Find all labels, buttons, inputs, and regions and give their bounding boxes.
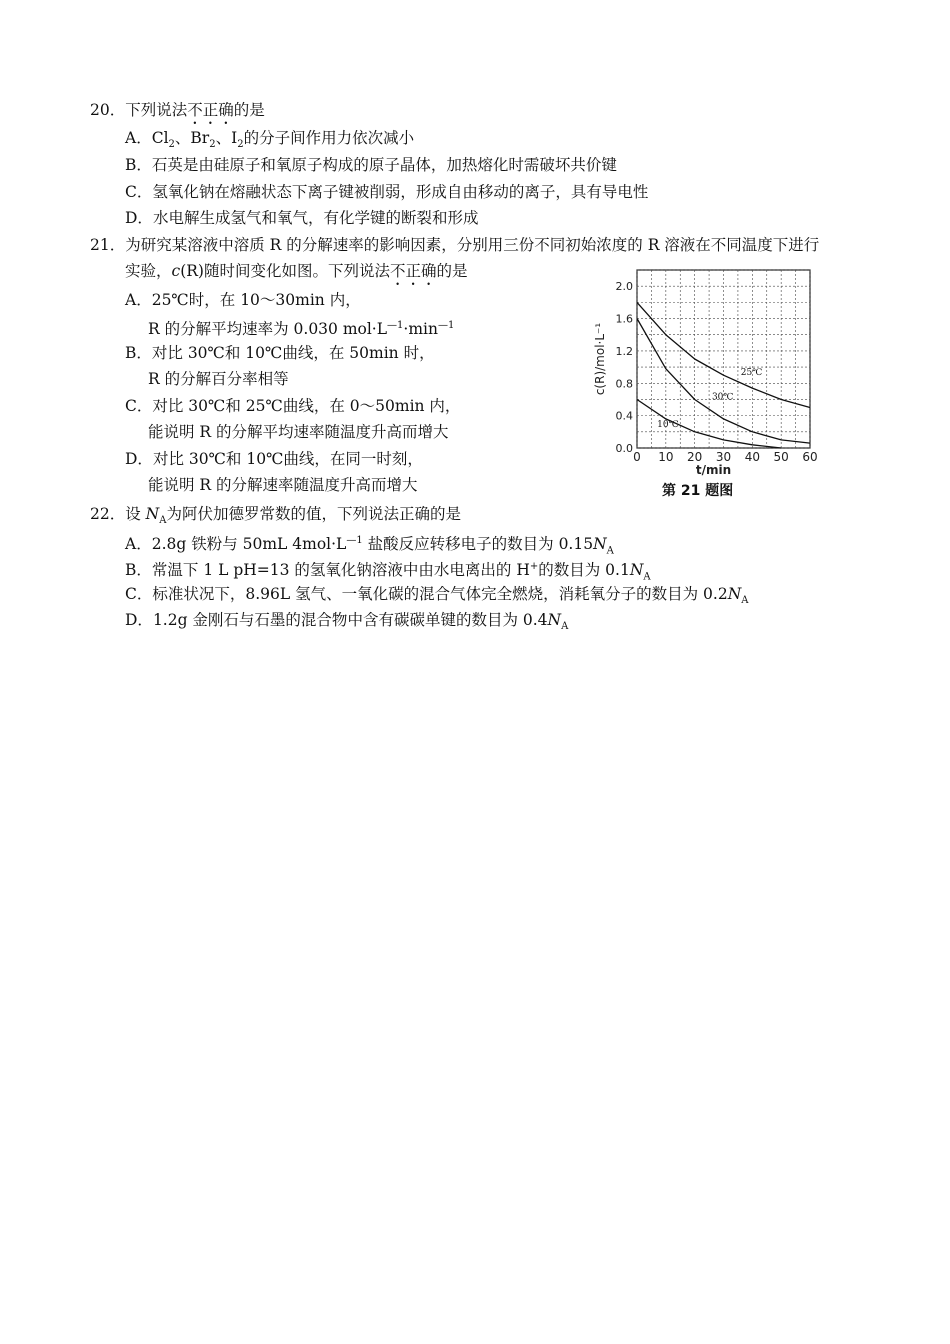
figure-caption: 第 21 题图 bbox=[662, 483, 734, 499]
q20-option-d bbox=[125, 205, 478, 231]
option-text: 对比 30℃和 10℃曲线，在同一时刻， bbox=[152, 450, 423, 468]
subscript: 2 bbox=[168, 139, 175, 151]
q22-option-d bbox=[125, 607, 568, 640]
q21-option-c-line2: 能说明 R 的分解平均速率随温度升高而增大 bbox=[148, 423, 449, 441]
stem-text: 实验， bbox=[125, 262, 172, 280]
option-label: D． bbox=[125, 450, 153, 468]
option-text: N bbox=[629, 561, 644, 580]
stem-text: 为研究某溶液中溶质 R 的分解速率的影响因素，分别用三份不同初始浓度的 R 溶液在不同温度下进行 bbox=[125, 236, 820, 254]
option-text: 对比 30℃和 25℃曲线，在 0～50min 内， bbox=[152, 397, 461, 415]
option-text: 25℃时，在 10～30min 内， bbox=[151, 291, 361, 309]
superscript: —1 bbox=[387, 320, 404, 331]
x-tick-label: 30 bbox=[715, 450, 732, 464]
question-number: 20． bbox=[90, 101, 126, 119]
option-text: R 的分解平均速率为 0.030 mol·L bbox=[148, 320, 388, 339]
option-text: 石英是由硅原子和氧原子构成的原子晶体，加热熔化时需破坏共价键 bbox=[151, 156, 617, 174]
option-label: B． bbox=[125, 344, 152, 362]
emphasized-text: 不正确 bbox=[389, 262, 437, 280]
option-label: A． bbox=[125, 535, 152, 554]
option-text: ·min bbox=[403, 320, 438, 339]
superscript: —1 bbox=[438, 320, 455, 331]
subscript: A bbox=[561, 621, 569, 633]
x-tick-label: 20 bbox=[687, 450, 703, 464]
y-tick-label: 1.2 bbox=[615, 344, 633, 358]
option-label: B． bbox=[125, 156, 152, 174]
subscript: A bbox=[606, 545, 614, 557]
option-text: 1.2g 金刚石与石墨的混合物中含有碳碳单键的数目为 0.4 bbox=[152, 611, 548, 629]
subscript: A bbox=[643, 571, 651, 583]
option-text: 水电解生成氢气和氧气，有化学键的断裂和形成 bbox=[152, 209, 479, 227]
subscript: A bbox=[159, 515, 167, 527]
option-label: C． bbox=[125, 397, 153, 415]
option-text: N bbox=[727, 585, 742, 603]
stem-text: N bbox=[145, 505, 160, 523]
option-text: 的分子间作用力依次减小 bbox=[243, 129, 415, 147]
question-number: 21． bbox=[90, 236, 126, 254]
option-text: Cl bbox=[151, 129, 169, 147]
series-label: 25℃ bbox=[740, 368, 763, 379]
y-tick-label: 0.0 bbox=[615, 442, 633, 455]
y-tick-label: 0.4 bbox=[615, 409, 633, 423]
x-tick-label: 0 bbox=[633, 450, 641, 464]
question-21-stem-line2 bbox=[125, 258, 468, 289]
option-text: 盐酸反应转移电子的数目为 0.15 bbox=[362, 535, 594, 554]
question-20-stem bbox=[90, 97, 265, 128]
y-tick-label: 2.0 bbox=[615, 280, 633, 294]
option-text: 的数目为 0.1 bbox=[538, 561, 630, 580]
x-tick-label: 10 bbox=[658, 450, 674, 464]
figure-21 bbox=[590, 262, 830, 502]
x-tick-label: 40 bbox=[744, 450, 760, 464]
question-21-stem bbox=[90, 232, 819, 258]
stem-text: c bbox=[171, 262, 181, 280]
stem-text: 的是 bbox=[233, 101, 265, 119]
q21-option-d bbox=[125, 446, 423, 472]
option-text: 、Br bbox=[174, 129, 210, 147]
y-tick-label: 0.8 bbox=[615, 377, 633, 391]
x-tick-label: 60 bbox=[802, 450, 818, 464]
q20-option-c bbox=[125, 179, 648, 205]
q21-option-a bbox=[125, 287, 361, 313]
option-text: N bbox=[593, 535, 607, 554]
option-label: A． bbox=[125, 291, 152, 309]
subscript: 2 bbox=[209, 139, 216, 151]
subscript: 2 bbox=[237, 139, 244, 151]
series-label: 30℃ bbox=[711, 392, 734, 403]
superscript: + bbox=[529, 561, 539, 572]
stem-text: 为阿伏加德罗常数的值，下列说法正确的是 bbox=[166, 505, 461, 523]
q21-option-d-line2: 能说明 R 的分解速率随温度升高而增大 bbox=[148, 476, 418, 494]
superscript: —1 bbox=[346, 535, 363, 546]
stem-text: (R)随时间变化如图。下列说法 bbox=[180, 262, 390, 280]
series-label: 10℃ bbox=[657, 419, 679, 430]
option-label: C． bbox=[125, 585, 153, 603]
q21-option-c bbox=[125, 393, 460, 419]
q21-option-b bbox=[125, 340, 435, 366]
option-text: N bbox=[547, 611, 562, 629]
y-tick-label: 1.6 bbox=[615, 312, 633, 326]
option-label: B． bbox=[125, 561, 152, 580]
y-axis-label: c(R)/mol·L⁻¹ bbox=[593, 322, 607, 396]
stem-text: 的是 bbox=[436, 262, 468, 280]
stem-text: 下列说法 bbox=[125, 101, 188, 119]
subscript: A bbox=[741, 595, 749, 607]
q21-option-a-line2 bbox=[148, 313, 454, 342]
chart-svg bbox=[590, 262, 830, 482]
x-axis-label: t/min bbox=[695, 463, 732, 477]
stem-text: 设 bbox=[125, 505, 146, 523]
option-label: D． bbox=[125, 611, 153, 629]
emphasized-text: 不正确 bbox=[187, 101, 234, 119]
q21-option-b-line2: R 的分解百分率相等 bbox=[148, 370, 289, 388]
question-number: 22． bbox=[90, 505, 126, 523]
option-text: 对比 30℃和 10℃曲线，在 50min 时， bbox=[151, 344, 435, 362]
option-text: 2.8g 铁粉与 50mL 4mol·L bbox=[151, 535, 347, 554]
option-label: D． bbox=[125, 209, 153, 227]
option-text: 常温下 1 L pH=13 的氢氧化钠溶液中由水电离出的 H bbox=[151, 561, 530, 580]
q20-option-b bbox=[125, 152, 617, 178]
option-text: 氢氧化钠在熔融状态下离子键被削弱，形成自由移动的离子，具有导电性 bbox=[152, 183, 649, 201]
option-label: A． bbox=[125, 129, 152, 147]
x-tick-label: 50 bbox=[773, 450, 789, 464]
option-label: C． bbox=[125, 183, 153, 201]
option-text: 、I bbox=[215, 129, 238, 147]
option-text: 标准状况下，8.96L 氢气、一氧化碳的混合气体完全燃烧，消耗氧分子的数目为 0.2 bbox=[152, 585, 728, 603]
